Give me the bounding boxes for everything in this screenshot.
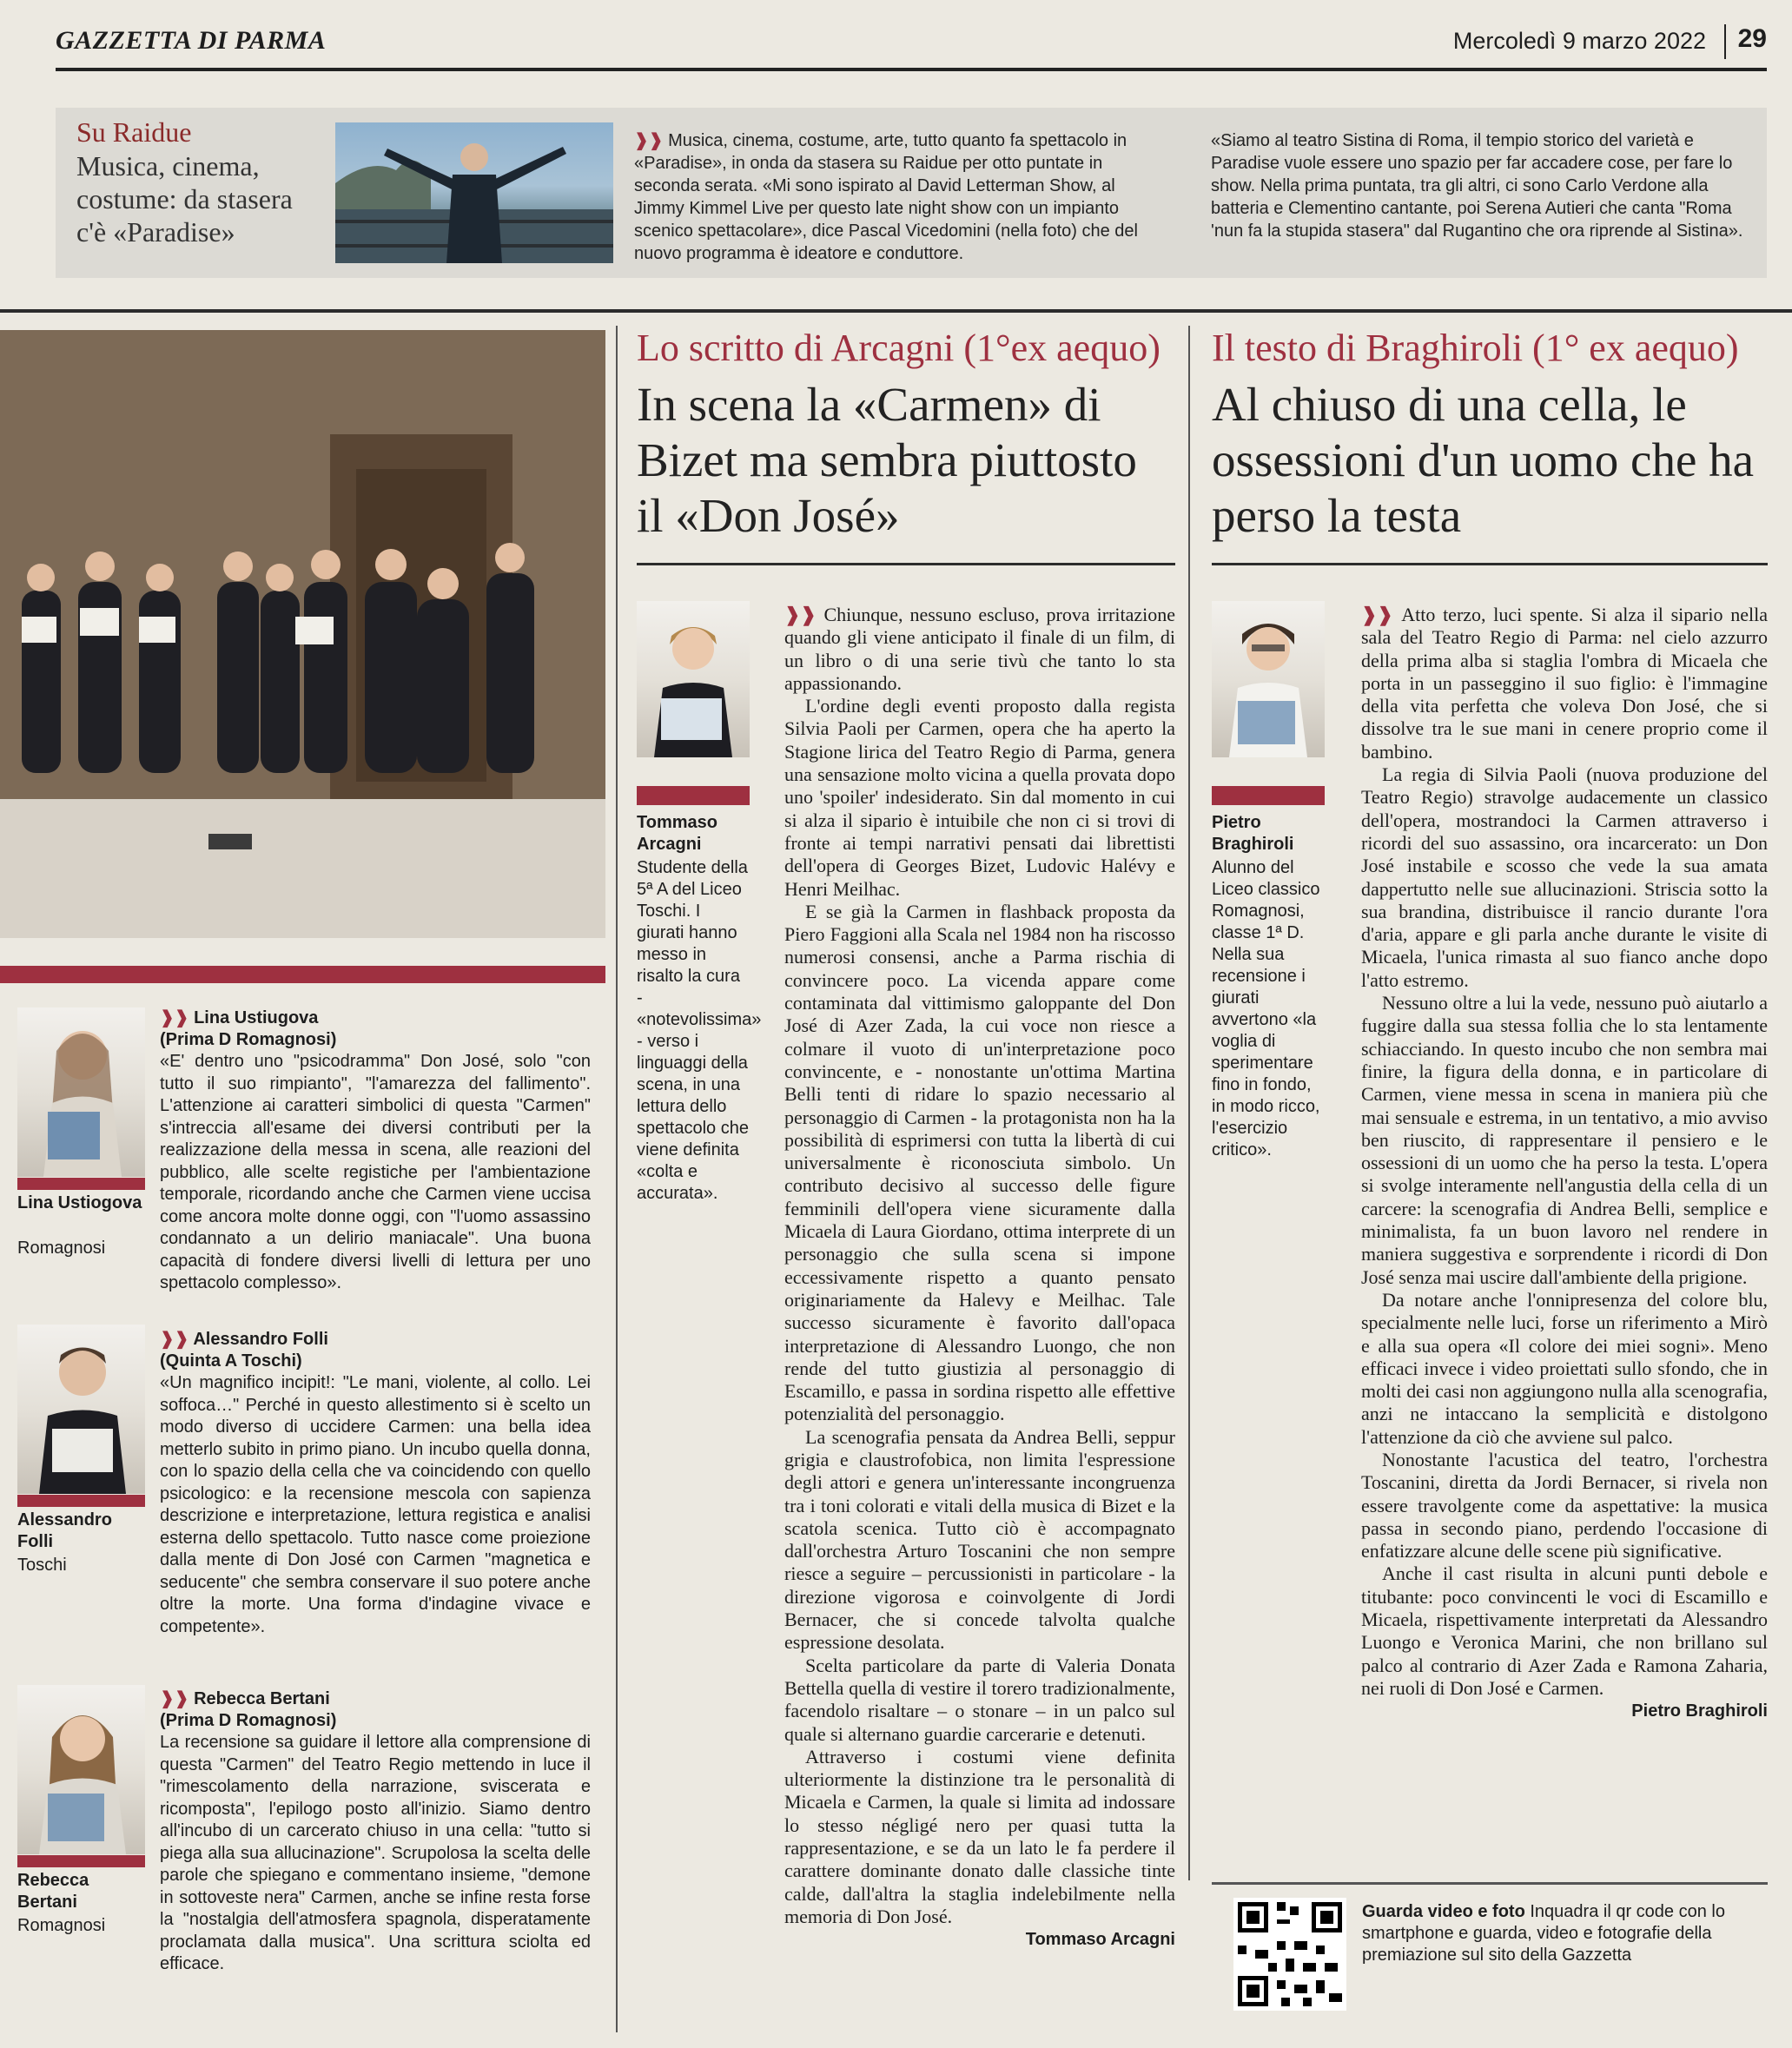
review-text: «E' dentro uno "psicodramma" Don José, solo "con tutto il suo rimpianto", "l'amarezza del fallimento". L'attenzione ai caratteri simbolici di questa "Carmen" s'intreccia all'esame dei diversi contributi per la realizzazione della messa in scena, alle reazioni del pubblico, alle scelte registiche per l'ambientazione temporale, ricordando anche che Carmen viene uccisa come ancora molte donne oggi, con "l'uomo assassino condannato a un delirio maniacale". Una buona capacità di fondere diversi livelli di lettura per uno spettacolo complesso». (160, 1052, 591, 1292)
masthead (56, 16, 1767, 68)
qr-caption (1362, 1901, 1762, 1966)
quote-marker-icon: ❱❱ (160, 1008, 195, 1027)
portrait-rebecca (17, 1685, 145, 1854)
caption-bar-tommaso (637, 786, 750, 805)
article2-paragraph: Anche il cast risulta in alcuni punti debole e titubante: poco convincenti le voci di Escamillo e Micaela, rispettivamente interpretati da Alessandro Luongo e Veronica Marini, che non brillano sul palco al contrario di Azer Zada e Ramona Zaharia, nei ruoli di Don José e Carmen. (1361, 1562, 1768, 1699)
raidue-text-col2: «Siamo al teatro Sistina di Roma, il tempio storico del varietà e Paradise vuole essere uno spazio per far accadere cose, per fare lo show. Nella prima puntata, tra gli altri, ci sono Carlo Verdone alla batteria e Clementino cantante, poi Serena Autieri che canta "Roma 'nun fa la stupida stasera" dal Rugantino che ora riprende al Sistina». (1211, 131, 1743, 241)
author1-desc: Studente della 5ª A del Liceo Toschi. I giurati hanno messo in risalto la cura - «notevolissima» - verso i linguaggi della scena, in una lettura dello spettacolo che viene definita «colta e accurata». (637, 858, 762, 1203)
caption-bar-lina (17, 1178, 145, 1190)
student-portrait-icon (17, 1685, 145, 1854)
student-portrait-icon (1212, 601, 1325, 757)
award-group-photo-icon (0, 330, 605, 938)
article2-paragraph: La regia di Silvia Paoli (nuova produzione del Teatro Regio) stravolge audacemente un classico dell'opera, mostrandoci la Carmen attraverso i ricordi del suo assassino, ora incarcerato: un Don José instabile e scosso che vede la sua amata dappertutto nelle sue allucinazioni. Striscia sotto la sua brandina, distribuisce il rancio durante l'ora d'aria, appare e gli parla anche durante le visite di Micaela, l'unica rimasta al suo fianco anche dopo l'atto estremo. (1361, 763, 1768, 991)
caption-school-rebecca: Romagnosi (17, 1916, 106, 1935)
student-portrait-icon (637, 601, 750, 757)
review-lina (160, 1007, 591, 1295)
article1-paragraph: La scenografia pensata da Andrea Belli, seppur grigia e claustrofobica, non limita l'espressione degli attori e genera un'interessante incongruenza tra i toni colorati e vitali della musica di Bizet e la scatola scenica. Tutto ciò è accompagnato dall'orchestra Arturo Toscanini che non sempre riesce a seguire – percussionisti in particolare - la direzione vigorosa e coinvolgente di Jordi Bernacer, che si concede talvolta qualche espressione desolata. (784, 1425, 1175, 1654)
caption-name-lina: Lina Ustiogova (17, 1193, 142, 1212)
portrait-alessandro (17, 1325, 145, 1494)
article1-paragraph: ❱❱ Chiunque, nessuno escluso, prova irritazione quando gli viene anticipato il finale di un film, di un libro o di una serie tivù che tanto lo sta appassionando. (784, 604, 1175, 694)
reviewer-name: Lina Ustiugova (194, 1008, 319, 1027)
caption-school-lina: Romagnosi (17, 1239, 106, 1258)
section-rule (0, 309, 1792, 313)
article1-paragraph: E se già la Carmen in flashback proposta da Piero Faggioni alla Scala nel 1984 non ha riscosso numerosi consensi, anche a Parma rischia di convincere poco. La vicenda appare come contaminata dal vittimismo galoppante del Don José di Azer Zada, la cui voce non riesce a colmare il vuoto di un'interpretazione poco convincente, e - nonostante un'ottima Martina Belli tenti di ridare lo spazio necessario al personaggio di Carmen - la protagonista non ha la possibilità di esprimersi con tutta la libertà di cui universalmente è riconosciuta simbolo. Un contributo decisivo al successo delle figure femminili dell'opera viene sicuramente dalla Micaela di Laura Giordano, ottima interprete di un personaggio che sulla scena si impone eccessivamente rispetto a quanto pensato originariamente da Halevy e Meilhac. Tale successo sicuramente è favorito dall'opaca interpretazione di Alessandro Luongo, che non rende del tutto giustizia al personaggio di Escamillo, e passa in sordina rispetto alle effettive potenzialità del personaggio. (784, 900, 1175, 1425)
reviewer-name: Rebecca Bertani (194, 1689, 330, 1708)
review-text: La recensione sa guidare il lettore alla comprensione di questa "Carmen" del Teatro Regio mettendo in luce il "rimescolamento della narrazione, sviscerata e ricomposta", l'epilogo posto all'inizio. Siamo dentro all'incubo di un carcerato chiuso in una cella: "tutto si piega alla sua allucinazione". Scrupolosa la scelta delle parole che spiegano e commentano insieme, "demone in sottoveste nera" Carmen, anche se infine resta forse la "nostalgia dell'atmosfera spagnola, disperatamente proclamata dalla musica". Una scrittura sciolta ed efficace. (160, 1733, 591, 1973)
article2-rule (1212, 563, 1768, 565)
sidebar-red-bar (0, 966, 605, 983)
article2-kicker: Il testo di Braghiroli (1° ex aequo) (1212, 327, 1739, 369)
caption-bar-rebecca (17, 1855, 145, 1867)
caption-school-alessandro: Toschi (17, 1556, 67, 1575)
student-portrait-icon (17, 1325, 145, 1494)
reviewer-school: (Quinta A Toschi) (160, 1351, 302, 1371)
raidue-title: Musica, cinema, costume: da stasera c'è «Paradise» (76, 150, 293, 248)
qr-title: Guarda video e foto (1362, 1902, 1525, 1921)
article2-paragraph: Da notare anche l'onnipresenza del colore blu, specialmente nelle luci, forse un riferimento a Mirò e alla sua opera «Il colore dei miei sogni». Meno efficaci invece i video proiettati sullo sfondo, che in molti dei casi non aggiungono nulla alla scenografia, anzi ne intaccano la semplicità e distolgono l'attenzione da ciò che avviene sul palco. (1361, 1288, 1768, 1448)
column-divider-left (616, 326, 618, 2032)
article2-headline: Al chiuso di una cella, le ossessioni d'un uomo che ha perso la testa (1212, 378, 1755, 542)
raidue-photo (335, 122, 613, 263)
article1-paragraph: Scelta particolare da parte di Valeria Donata Bettella quella di vestire il torero tradizionalmente, facendolo risaltare – o stonare – in un palco sul quale si alternano guardie carcerarie e detenuti. (784, 1654, 1175, 1745)
quote-marker-icon: ❱❱ (1361, 604, 1402, 625)
award-ceremony-photo (0, 330, 605, 938)
qr-code-icon (1233, 1898, 1346, 2011)
article1-paragraph: L'ordine degli eventi proposto dalla regista Silvia Paoli per Carmen, opera che ha aperto la Stagione lirica del Teatro Regio di Parma, genera una sensazione molto vicina a quella provata dopo uno 'spoiler' indesiderato. Sin dal momento in cui si alza il sipario è intuibile che non ci si trovi di fronte ai tempi narrativi pensati dai librettisti dell'opera di Georges Bizet, Ludovic Halévy e Henri Meilhac. (784, 695, 1175, 900)
raidue-text-col1: ❱❱ Musica, cinema, costume, arte, tutto quanto fa spettacolo in «Paradise», in onda da stasera su Raidue per otto puntate in seconda serata. «Mi sono ispirato al David Letterman Show, al Jimmy Kimmel Live per questo late night show con un impianto scenico spettacolare», dice Pascal Vicedomini (nella foto) che del nuovo programma è ideatore e conduttore. (634, 131, 1138, 263)
quote-marker-icon: ❱❱ (784, 604, 824, 625)
caption-bar-pietro (1212, 786, 1325, 805)
quote-marker-icon: ❱❱ (634, 131, 669, 150)
reviewer-school: (Prima D Romagnosi) (160, 1030, 337, 1049)
author2-name: Pietro Braghiroli (1212, 813, 1294, 854)
review-rebecca (160, 1688, 591, 1976)
portrait-pietro (1212, 601, 1325, 757)
raidue-kicker: Su Raidue (76, 116, 192, 148)
caption-bar-alessandro (17, 1495, 145, 1507)
caption-name-alessandro: Alessandro Folli (17, 1510, 112, 1551)
article1-headline: In scena la «Carmen» di Bizet ma sembra piuttosto il «Don José» (637, 378, 1137, 542)
article1-body (784, 604, 1175, 1952)
portrait-lina (17, 1007, 145, 1177)
masthead-rule (56, 68, 1767, 71)
article2-paragraph: Nessuno oltre a lui la vede, nessuno può aiutarlo a fuggire dalla sua stessa follia che lo sta lentamente schiacciando. In questo incubo che non sembra mai finire, la figura della donna, e in particolare di Carmen, viene messa in scena in maniera più che mai sensuale e estrema, in un tentativo, a mio avviso ben riuscito, di rappresentare il pensiero e le ossessioni di un uomo che ha perso la testa. L'opera si svolge interamente nell'angustia della cella di un carcere: la scenografia di Andrea Belli, semplice e minimalista, fa un buon lavoro nel rendere in maniera suggestiva e sorprendente i ricordi di Don José senza mai uscire dall'ambiente della prigione. (1361, 992, 1768, 1288)
qr-text: Inquadra il qr code con lo smartphone e guarda, video e fotografie della premiazione sul sito della Gazzetta (1362, 1902, 1725, 1965)
author1-name: Tommaso Arcagni (637, 813, 717, 854)
portrait-tommaso (637, 601, 750, 757)
caption-name-rebecca: Rebecca Bertani (17, 1871, 89, 1912)
qr-rule (1212, 1882, 1768, 1885)
quote-marker-icon: ❱❱ (160, 1330, 194, 1349)
reviewer-name: Alessandro Folli (193, 1330, 328, 1349)
article2-paragraph: ❱❱ Atto terzo, luci spente. Si alza il sipario nella sala del Teatro Regio di Parma: nel cielo azzurro della prima alba si staglia l'ombra di Micaela che porta in un passeggino il suo figlio: è l'immagine della vita perfetta che voleva Don José, che si dissolve tra le sue mani in cenere proprio come il bambino. (1361, 604, 1768, 763)
article1-signature: Tommaso Arcagni (1025, 1930, 1175, 1950)
reviewer-school: (Prima D Romagnosi) (160, 1711, 337, 1730)
page-number: 29 (1724, 24, 1767, 59)
review-text: «Un magnifico incipit!: "Le mani, violente, al collo. Lei soffoca…" Perché in questo allestimento si è scelto un modo diverso di uccidere Carmen: una bella idea metterlo subito in primo piano. Un incubo quella donna, con lo spazio della cella che va coincidendo con quello psicologico: e la recensione mescola con sapienza descrizione e interpretazione, lettura registica e analisi esterna dello spettacolo. Tutto nasce come proiezione dalla mente di Don José con Carmen "magnetica e seducente" che sembra conservare il suo potere anche oltre la morte. Una forma d'indagine vivace e competente». (160, 1373, 591, 1636)
newspaper-name: GAZZETTA DI PARMA (56, 26, 327, 55)
presenter-photo-icon (335, 122, 613, 263)
article2-paragraph: Nonostante l'acustica del teatro, l'orchestra Toscanini, diretta da Jordi Bernacer, si rivela non essere travolgente come da aspettative: la musica passa in secondo piano, perdendo l'occasione di enfatizzare alcune delle scene più significative. (1361, 1448, 1768, 1562)
publication-date: Mercoledì 9 marzo 2022 (1452, 28, 1706, 54)
article2-signature: Pietro Braghiroli (1631, 1701, 1768, 1721)
student-portrait-icon (17, 1007, 145, 1177)
article1-paragraph: Attraverso i costumi viene definita ulteriormente la distinzione tra le personalità di Micaela e Carmen, la quale si limita ad indossare lo stesso négligé nero per quasi tutta la rappresentazione, e se da un lato le fa perdere il carattere dominante donato dalle classiche tinte calde, dall'altra la staglia indelebilmente nella memoria di Don José. (784, 1745, 1175, 1927)
author2-desc: Alunno del Liceo classico Romagnosi, classe 1ª D. Nella sua recensione i giurati avvertono «la voglia di sperimentare fino in fondo, in modo ricco, l'esercizio critico». (1212, 858, 1320, 1159)
quote-marker-icon: ❱❱ (160, 1689, 195, 1708)
column-divider-right (1188, 326, 1190, 1880)
qr-code[interactable] (1233, 1898, 1346, 2011)
article2-body (1361, 604, 1768, 1723)
article1-rule (637, 563, 1175, 565)
review-alessandro (160, 1329, 591, 1638)
article1-kicker: Lo scritto di Arcagni (1°ex aequo) (637, 327, 1161, 369)
